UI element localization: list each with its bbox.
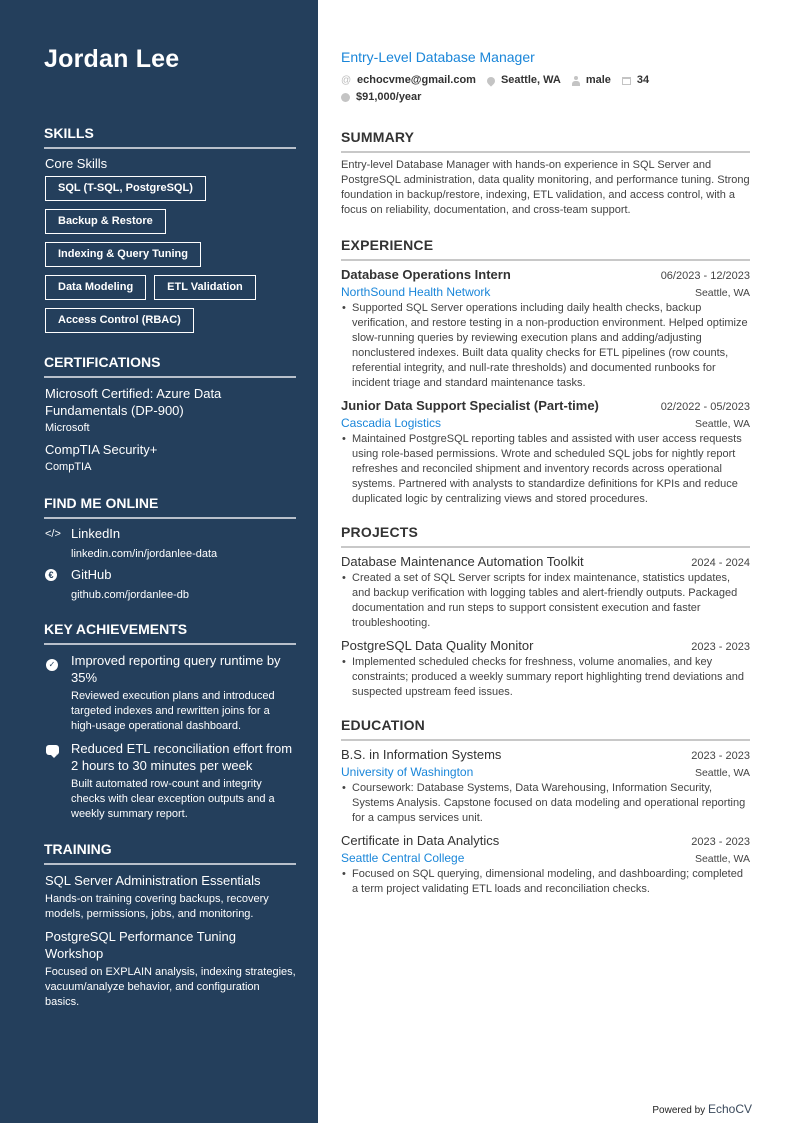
summary-text: Entry-level Database Manager with hands-on experience in SQL Server and PostgreSQL administration, data quality monitoring, and performance tuning. Strong foundation in backup/restore, indexing, ETL validation, and access control, with a focus on reliability, documentation, and cross-team support. xyxy=(341,159,750,216)
education-dates: 2023 - 2023 xyxy=(691,750,750,762)
skills-group-label: Core Skills xyxy=(45,156,108,171)
section-title-skills: SKILLS xyxy=(44,124,296,149)
achievement-desc: Reviewed execution plans and introduced targeted indexes and rewritten joins for a high-usage operational dashboard. xyxy=(71,690,275,732)
github-icon: € xyxy=(45,569,57,581)
certification-issuer: Microsoft xyxy=(45,422,90,434)
achievement-item xyxy=(44,740,296,822)
education-bullet: • Focused on SQL querying, dimensional modeling, and dashboarding; completed a term project validating ETL loads and reconciliation checks. xyxy=(341,867,750,897)
project-title: PostgreSQL Data Quality Monitor xyxy=(341,638,534,653)
project-entry xyxy=(341,553,750,631)
money-icon xyxy=(341,93,350,102)
section-title-projects: PROJECTS xyxy=(341,523,750,548)
skill-chip: Indexing & Query Tuning xyxy=(45,242,201,267)
job-dates: 02/2022 - 05/2023 xyxy=(660,401,750,413)
degree-title: Certificate in Data Analytics xyxy=(341,833,500,848)
education-entry xyxy=(341,832,750,897)
project-title: Database Maintenance Automation Toolkit xyxy=(341,554,584,569)
section-title-achievements: KEY ACHIEVEMENTS xyxy=(44,620,296,645)
online-link-github[interactable] xyxy=(44,567,296,602)
skills-section xyxy=(44,124,296,333)
location-pin-icon xyxy=(485,75,496,86)
company-name: Cascadia Logistics xyxy=(341,416,442,430)
projects-section xyxy=(341,523,750,700)
skill-chip: SQL (T-SQL, PostgreSQL) xyxy=(45,176,206,201)
code-icon: </> xyxy=(45,528,61,540)
education-bullet: • Coursework: Database Systems, Data Warehousing, Information Security, Systems Analysis. Capstone focused on data modeling and operational reporting for a campus services unit. xyxy=(341,781,750,826)
training-item xyxy=(45,928,296,1010)
achievement-title: Improved reporting query runtime by 35% xyxy=(71,653,281,685)
check-circle-icon: ✓ xyxy=(46,659,58,671)
candidate-name: Jordan Lee xyxy=(44,45,180,73)
skill-chip: Backup & Restore xyxy=(45,209,166,234)
certification-name: Microsoft Certified: Azure Data Fundamentals (DP-900) xyxy=(45,386,222,418)
target-role: Entry-Level Database Manager xyxy=(341,49,535,65)
school-location: Seattle, WA xyxy=(694,767,750,779)
training-desc: Focused on EXPLAIN analysis, indexing strategies, vacuum/analyze behavior, and configuration basics. xyxy=(45,966,296,1008)
experience-section xyxy=(341,236,750,507)
experience-entry xyxy=(341,397,750,507)
company-name: NorthSound Health Network xyxy=(341,285,491,299)
achievement-title: Reduced ETL reconciliation effort from 2 hours to 30 minutes per week xyxy=(71,741,293,773)
school-location: Seattle, WA xyxy=(694,853,750,865)
job-location: Seattle, WA xyxy=(694,287,750,299)
main-content xyxy=(341,48,750,903)
job-location: Seattle, WA xyxy=(694,418,750,430)
online-section xyxy=(44,494,296,602)
online-label: GitHub xyxy=(71,567,112,582)
online-label: LinkedIn xyxy=(71,526,121,541)
achievement-item xyxy=(44,652,296,734)
job-title: Junior Data Support Specialist (Part-time) xyxy=(341,398,599,413)
job-dates: 06/2023 - 12/2023 xyxy=(660,270,750,282)
experience-entry xyxy=(341,266,750,391)
school-name: Seattle Central College xyxy=(341,851,465,865)
project-dates: 2023 - 2023 xyxy=(691,641,750,653)
section-title-education: EDUCATION xyxy=(341,716,750,741)
certification-item xyxy=(45,385,296,435)
summary-section xyxy=(341,128,750,218)
training-desc: Hands-on training covering backups, recovery models, permissions, jobs, and monitoring. xyxy=(45,893,269,920)
contact-email[interactable]: @ echocvme@gmail.com xyxy=(341,74,476,86)
skill-chip: Data Modeling xyxy=(45,275,146,300)
contact-info xyxy=(341,72,750,106)
contact-age: 34 xyxy=(622,72,649,89)
at-icon: @ xyxy=(341,74,352,86)
training-item xyxy=(45,872,296,922)
calendar-icon xyxy=(622,77,631,85)
job-bullet: • Maintained PostgreSQL reporting tables and assisted with user access requests using role-based permissions. Wrote and scheduled SQL jobs for nightly report refreshes and reconciled shipment and inventory records across operational systems. Partnered with analysts to standardize definitions for KPIs and reduce duplicated logic by centralizing views and stored procedures. xyxy=(341,432,750,507)
section-title-certifications: CERTIFICATIONS xyxy=(44,353,296,378)
section-title-experience: EXPERIENCE xyxy=(341,236,750,261)
achievement-desc: Built automated row-count and integrity checks with clear exception outputs and a weekly summary report. xyxy=(71,778,275,820)
footer-brand-link[interactable]: EchoCV xyxy=(707,1102,752,1116)
chat-bubble-icon xyxy=(46,745,59,755)
skill-chip: Access Control (RBAC) xyxy=(45,308,194,333)
section-title-training: TRAINING xyxy=(44,840,296,865)
certification-name: CompTIA Security+ xyxy=(45,442,158,457)
section-title-online: FIND ME ONLINE xyxy=(44,494,296,519)
project-entry xyxy=(341,637,750,700)
skill-chips xyxy=(44,176,284,333)
person-icon xyxy=(572,76,580,86)
project-bullet: • Created a set of SQL Server scripts for index maintenance, statistics updates, and backup verification with logging tables and alert-friendly outputs. Packaged documentation and run steps to support consistent execution and faster troubleshooting. xyxy=(341,571,750,631)
achievements-section xyxy=(44,620,296,822)
project-bullet: • Implemented scheduled checks for freshness, volume anomalies, and key constraints; produced a weekly summary report highlighting trend deviations and suspected upstream feed issues. xyxy=(341,655,750,700)
training-name: SQL Server Administration Essentials xyxy=(45,873,261,888)
contact-gender: male xyxy=(572,72,611,89)
project-dates: 2024 - 2024 xyxy=(691,557,750,569)
education-dates: 2023 - 2023 xyxy=(691,836,750,848)
job-bullet: • Supported SQL Server operations including daily health checks, backup verification, and restore testing in a non-production environment. Helped optimize slow-running queries by reviewing execution plans and adding/adjusting nonclustered indexes. Built data quality checks for ETL pipelines (row counts, referential integrity, and null-rate thresholds) and documented runbooks for incident triage and standard maintenance tasks. xyxy=(341,301,750,391)
contact-salary: $91,000/year xyxy=(341,89,421,106)
certification-item xyxy=(45,441,296,474)
online-url[interactable]: linkedin.com/in/jordanlee-data xyxy=(71,548,218,560)
training-section xyxy=(44,840,296,1010)
school-name: University of Washington xyxy=(341,765,474,779)
online-url[interactable]: github.com/jordanlee-db xyxy=(71,589,190,601)
job-title: Database Operations Intern xyxy=(341,267,511,282)
training-name: PostgreSQL Performance Tuning Workshop xyxy=(45,929,237,961)
certifications-section xyxy=(44,353,296,474)
degree-title: B.S. in Information Systems xyxy=(341,747,502,762)
education-entry xyxy=(341,746,750,826)
section-title-summary: SUMMARY xyxy=(341,128,750,153)
certification-issuer: CompTIA xyxy=(45,461,92,473)
sidebar xyxy=(0,0,318,1123)
contact-location: Seattle, WA xyxy=(487,72,561,89)
footer-prefix: Powered by xyxy=(652,1105,706,1116)
online-link-linkedin[interactable] xyxy=(44,526,296,561)
skill-chip: ETL Validation xyxy=(154,275,256,300)
education-section xyxy=(341,716,750,897)
powered-by-footer xyxy=(652,1102,752,1116)
